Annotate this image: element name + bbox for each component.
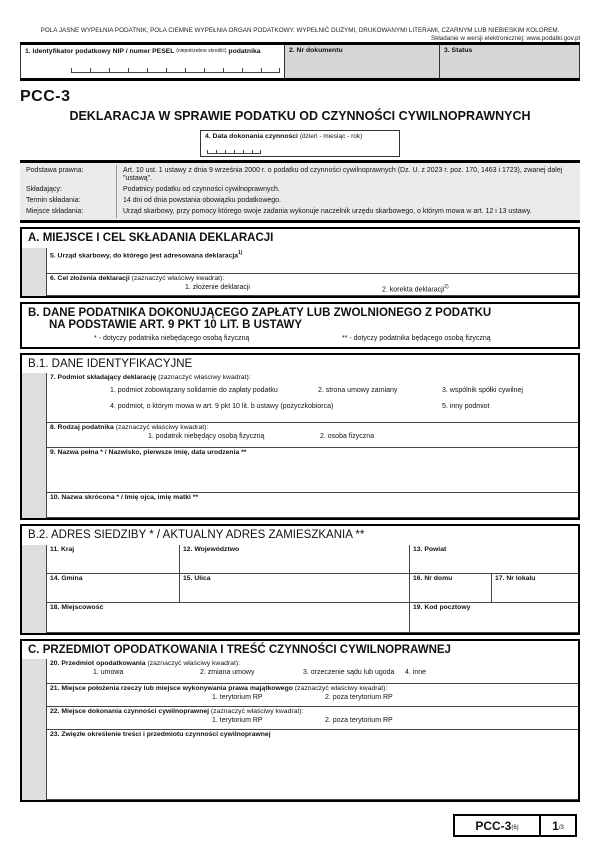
section-a-title: A. MIEJSCE I CEL SKŁADANIA DEKLARACJI xyxy=(22,229,578,248)
legal-label: Miejsce składania: xyxy=(20,207,117,218)
field-4-data-czynnosci[interactable] xyxy=(200,130,400,157)
field-9-nazwa-pelna[interactable] xyxy=(46,447,578,493)
field-8-label: 8. Rodzaj podatnika (zaznaczyć właściwy kwadrat): xyxy=(50,424,209,432)
field-4-label: 4. Data dokonania czynności (dzień - miesiąc - rok) xyxy=(205,133,363,140)
section-c-title: C. PRZEDMIOT OPODATKOWANIA I TREŚĆ CZYNNOŚCI CYWILNOPRAWNEJ xyxy=(22,641,578,660)
footer-page-total: /3 xyxy=(558,825,564,832)
field-20-note: (zaznaczyć właściwy kwadrat): xyxy=(147,660,240,668)
field-9-label: 9. Nazwa pełna * / Nazwisko, pierwsze imię, data urodzenia ** xyxy=(50,449,247,457)
section-b1-title: B.1. DANE IDENTYFIKACYJNE xyxy=(22,355,578,374)
section-b1 xyxy=(20,353,580,521)
option-podmiot-solidarnie[interactable]: 1. podmiot zobowiązany solidarnie do zapłaty podatku xyxy=(110,387,278,395)
legal-label: Termin składania: xyxy=(20,196,117,207)
option-zlozenie-deklaracji[interactable]: 1. złożenie deklaracji xyxy=(185,283,250,291)
address-row-1 xyxy=(47,545,578,574)
legal-row-podstawa xyxy=(20,165,580,184)
form-title: DEKLARACJA W SPRAWIE PODATKU OD CZYNNOŚCI CYWILNOPRAWNYCH xyxy=(69,109,531,123)
field-4-format-note: (dzień - miesiąc - rok) xyxy=(299,133,363,140)
field-6-options xyxy=(50,283,575,294)
section-b2-title: B.2. ADRES SIEDZIBY * / AKTUALNY ADRES ZAMIESZKANIA ** xyxy=(22,526,578,545)
field-6-note: (zaznaczyć właściwy kwadrat): xyxy=(131,274,225,282)
field-7-options-row1 xyxy=(50,382,575,398)
field-8-options xyxy=(50,432,575,443)
field-5-label: 5. Urząd skarbowy, do którego jest adresowana deklaracja$^{1)}$ xyxy=(50,249,243,259)
field-7-note: (zaznaczyć właściwy kwadrat): xyxy=(158,374,251,382)
field-18-label: 18. Miejscowość xyxy=(50,603,104,611)
field-16-nr-domu[interactable] xyxy=(410,574,492,602)
field-18-miejscowosc[interactable] xyxy=(47,603,410,632)
option-osoba-fizyczna[interactable]: 2. osoba fizyczna xyxy=(320,433,375,441)
legal-row-skladajacy xyxy=(20,184,580,195)
field-7-podmiot-skladajacy xyxy=(46,373,578,423)
field-12-wojewodztwo[interactable] xyxy=(180,545,410,573)
field-11-kraj[interactable] xyxy=(47,545,180,573)
field-19-kod-pocztowy[interactable] xyxy=(410,603,578,632)
option-poza-terytorium-rp-21[interactable]: 2. poza terytorium RP xyxy=(325,694,393,702)
double-asterisk-note: ** - dotyczy podatnika będącego osobą fizyczną xyxy=(342,334,491,342)
efiling-note-text: Składanie w wersji elektronicznej: www.podatki.gov.pl xyxy=(431,34,580,42)
legal-label: Składający: xyxy=(20,184,117,195)
legal-text: Urząd skarbowy, przy pomocy którego swoje zadania wykonuje naczelnik urzędu skarbowego, o którym mowa w art. 12 i 13 ustawy. xyxy=(123,208,532,216)
field-19-label: 19. Kod pocztowy xyxy=(413,603,471,611)
field-1-label: 1. Identyfikator podatkowy NIP / numer PESEL (niepotrzebne skreślić) podatnika xyxy=(25,48,261,55)
legal-label: Podstawa prawna: xyxy=(20,165,117,184)
footer-page-number: 1 xyxy=(552,818,559,833)
top-instructions xyxy=(20,0,580,42)
option-wspolnik-spolki[interactable]: 3. wspólnik spółki cywilnej xyxy=(442,387,523,395)
option-terytorium-rp-21[interactable]: 1. terytorium RP xyxy=(212,694,263,702)
option-zmiana-umowy[interactable]: 2. zmiana umowy xyxy=(200,669,255,677)
field-3-label: 3. Status xyxy=(444,47,473,54)
section-a xyxy=(20,227,580,298)
date-entry-ticks[interactable] xyxy=(207,150,261,154)
footer-form-code-text: PCC-3 xyxy=(475,818,512,833)
field-15-ulica[interactable] xyxy=(180,574,410,602)
option-umowa[interactable]: 1. umowa xyxy=(93,669,124,677)
address-row-3 xyxy=(47,603,578,632)
legal-text: Podatnicy podatku od czynności cywilnoprawnych. xyxy=(123,185,280,193)
field-20-label: 20. Przedmiot opodatkowania (zaznaczyć właściwy kwadrat): xyxy=(50,660,240,668)
legal-text: 14 dni od dnia powstania obowiązku podatkowego. xyxy=(123,197,282,205)
option-inne[interactable]: 4. inne xyxy=(405,669,427,677)
option-orzeczenie-sadu[interactable]: 3. orzeczenie sądu lub ugoda xyxy=(303,669,395,677)
footnote-1-marker: 1) xyxy=(238,249,243,256)
field-23-label: 23. Zwięzłe określenie treści i przedmiotu czynności cywilnoprawnej xyxy=(50,731,271,739)
field-2-label: 2. Nr dokumentu xyxy=(289,47,343,54)
field-7-label: 7. Podmiot składający deklarację (zaznaczyć właściwy kwadrat): xyxy=(50,374,251,382)
option-pozyczkobiorca[interactable]: 4. podmiot, o którym mowa w art. 9 pkt 10 lit. b ustawy (pożyczkobiorca) xyxy=(110,403,334,411)
field-5-urzad-skarbowy[interactable] xyxy=(46,248,578,274)
field-8-rodzaj-podatnika xyxy=(46,422,578,448)
field-3-status xyxy=(439,45,579,78)
footer-form-version: (6) xyxy=(511,825,519,832)
section-b1-fields xyxy=(22,373,578,518)
field-10-nazwa-skrocona[interactable] xyxy=(46,492,578,518)
field-22-label: 22. Miejsce dokonania czynności cywilnoprawnej (zaznaczyć właściwy kwadrat): xyxy=(50,708,304,716)
option-podatnik-niefizyczny[interactable]: 1. podatnik niebędący osobą fizyczną xyxy=(148,433,265,441)
page-footer xyxy=(20,814,580,837)
field-15-label: 15. Ulica xyxy=(183,574,211,582)
legal-row-miejsce xyxy=(20,207,580,218)
field-22-note: (zaznaczyć właściwy kwadrat): xyxy=(210,708,304,716)
field-21-miejsce-polozenia xyxy=(46,683,578,707)
option-poza-terytorium-rp-22[interactable]: 2. poza terytorium RP xyxy=(325,717,393,725)
footer-form-code xyxy=(453,814,539,837)
footnote-2-marker: 2) xyxy=(444,283,449,290)
field-1-nip-pesel[interactable] xyxy=(21,45,284,78)
field-8-note: (zaznaczyć właściwy kwadrat): xyxy=(115,424,209,432)
field-21-note: (zaznaczyć właściwy kwadrat): xyxy=(294,685,388,693)
address-row-2 xyxy=(47,574,578,603)
field-21-options xyxy=(50,693,575,704)
address-grid xyxy=(46,545,578,633)
legal-basis-panel xyxy=(20,160,580,223)
section-c-fields xyxy=(22,659,578,800)
field-12-label: 12. Województwo xyxy=(183,545,240,553)
field-22-options xyxy=(50,716,575,727)
option-terytorium-rp-22[interactable]: 1. terytorium RP xyxy=(212,717,263,725)
option-korekta-deklaracji[interactable]: 2. korekta deklaracji$^{2)}$ xyxy=(382,283,449,293)
field-22-miejsce-dokonania xyxy=(46,706,578,730)
section-b2-fields xyxy=(22,545,578,633)
field-21-label: 21. Miejsce położenia rzeczy lub miejsce wykonywania prawa majątkowego (zaznaczyć właściwy kwadrat): xyxy=(50,685,388,693)
section-b xyxy=(20,302,580,349)
field-20-przedmiot-opodatkowania xyxy=(46,659,578,684)
nip-entry-ticks[interactable] xyxy=(71,68,280,73)
identifier-row xyxy=(20,45,580,78)
field-10-label: 10. Nazwa skrócona * / Imię ojca, imię matki ** xyxy=(50,494,199,502)
legal-text: Art. 10 ust. 1 ustawy z dnia 9 września 2000 r. o podatku od czynności cywilnoprawnych (Dz. U. z 2023 r. poz. 170, 1463 i 1723), zwanej dalej "ustawą". xyxy=(123,166,563,182)
header-rule xyxy=(20,78,580,81)
field-17-label: 17. Nr lokalu xyxy=(495,574,536,582)
field-16-label: 16. Nr domu xyxy=(413,574,453,582)
field-23-okreslenie-tresci[interactable] xyxy=(46,729,578,800)
option-inny-podmiot[interactable]: 5. inny podmiot xyxy=(442,403,490,411)
field-1-suffix: podatnika xyxy=(228,48,261,55)
field-14-label: 14. Gmina xyxy=(50,574,83,582)
section-a-fields xyxy=(22,248,578,296)
section-b-title xyxy=(22,304,578,347)
section-b-asterisk-notes xyxy=(28,332,573,344)
single-asterisk-note: * - dotyczy podatnika niebędącego osobą fizyczną xyxy=(94,334,250,342)
field-11-label: 11. Kraj xyxy=(50,545,75,553)
field-2-nr-dokumentu xyxy=(284,45,439,78)
section-b2 xyxy=(20,524,580,635)
field-13-powiat[interactable] xyxy=(410,545,578,573)
field-13-label: 13. Powiat xyxy=(413,545,447,553)
section-b-title-line2: NA PODSTAWIE ART. 9 PKT 10 LIT. B USTAWY xyxy=(49,319,303,332)
fill-instruction-text: POLA JASNE WYPEŁNIA PODATNIK, POLA CIEMNE WYPEŁNIA ORGAN PODATKOWY. WYPEŁNIĆ DUŻYMI, DRUKOWANYMI LITERAMI, CZARNYM LUB NIEBIESKIM KOLOREM. xyxy=(40,27,560,34)
field-1-strike-note: (niepotrzebne skreślić) xyxy=(176,48,227,54)
legal-row-termin xyxy=(20,196,580,207)
option-strona-umowy-zamiany[interactable]: 2. strona umowy zamiany xyxy=(318,387,398,395)
field-17-nr-lokalu[interactable] xyxy=(492,574,578,602)
field-6-cel-zlozenia xyxy=(46,273,578,296)
section-b-title-line1: B. DANE PODATNIKA DOKONUJĄCEGO ZAPŁATY LUB ZWOLNIONEGO Z PODATKU xyxy=(28,306,492,319)
field-20-options xyxy=(50,668,575,679)
field-6-label: 6. Cel złożenia deklaracji (zaznaczyć właściwy kwadrat): xyxy=(50,274,225,282)
field-7-options-row2 xyxy=(50,398,575,414)
section-c xyxy=(20,639,580,803)
form-code-heading: PCC-3 xyxy=(20,88,71,105)
footer-page-indicator xyxy=(539,814,577,837)
field-14-gmina[interactable] xyxy=(47,574,180,602)
